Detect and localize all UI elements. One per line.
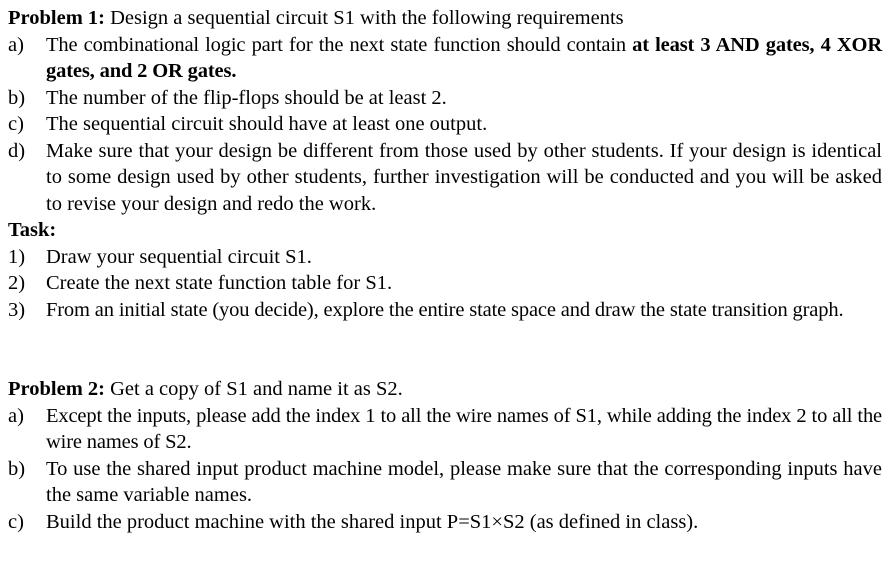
requirement-d [8, 138, 882, 218]
list-marker: 1) [8, 245, 26, 268]
problem1-heading [8, 5, 882, 32]
task-text: Draw your sequential circuit S1. [46, 245, 312, 268]
problem1-title: Design a sequential circuit S1 with the following requirements [104, 7, 624, 29]
problem2-heading [8, 376, 882, 403]
task-1 [8, 244, 882, 271]
problem2-item-c [8, 509, 882, 536]
section-gap [8, 323, 882, 376]
problem2-label: Problem 2: [8, 378, 105, 400]
list-marker: b) [8, 86, 26, 109]
problem1-label: Problem 1: [8, 7, 105, 29]
list-marker: b) [8, 457, 26, 480]
task-text: Create the next state function table for S1. [46, 272, 393, 294]
problem2-item-a [8, 403, 882, 456]
list-marker: a) [8, 33, 24, 56]
list-marker: 3) [8, 298, 26, 321]
problem2-item-text: To use the shared input product machine model, please make sure that the corresponding inputs have the same variable names. [46, 457, 882, 506]
list-marker: d) [8, 139, 26, 162]
document-page [8, 5, 882, 535]
task-text: From an initial state (you decide), explore the entire state space and draw the state transition graph. [46, 298, 844, 321]
problem2-item-b [8, 456, 882, 509]
problem2-item-text: Build the product machine with the shared input P=S1×S2 (as defined in class). [46, 510, 699, 533]
requirement-text: The number of the flip-flops should be at least 2. [46, 86, 447, 109]
list-marker: c) [8, 510, 24, 533]
requirement-b [8, 85, 882, 112]
problem2-title: Get a copy of S1 and name it as S2. [104, 378, 403, 400]
list-marker: c) [8, 113, 24, 135]
requirement-bold-text: at least 3 AND gates, 4 XOR gates, and 2 OR gates. [46, 33, 882, 82]
requirement-text: The combinational logic part for the next state function should contain at least 3 AND gates, 4 XOR gates, and 2 OR gates. [46, 33, 882, 82]
list-marker: 2) [8, 272, 26, 294]
task-2 [8, 270, 882, 297]
requirement-text: Make sure that your design be different from those used by other students. If your design is identical to some design used by other students, further investigation will be conducted and you will be asked to revise your design and redo the work. [46, 139, 882, 215]
problem2-item-text: Except the inputs, please add the index 1 to all the wire names of S1, while adding the index 2 to all the wire names of S2. [46, 404, 882, 453]
requirement-a [8, 32, 882, 85]
task-heading: Task: [8, 219, 57, 241]
list-marker: a) [8, 404, 24, 427]
task-3 [8, 297, 882, 324]
requirement-c [8, 111, 882, 138]
requirement-text: The sequential circuit should have at least one output. [46, 113, 488, 135]
